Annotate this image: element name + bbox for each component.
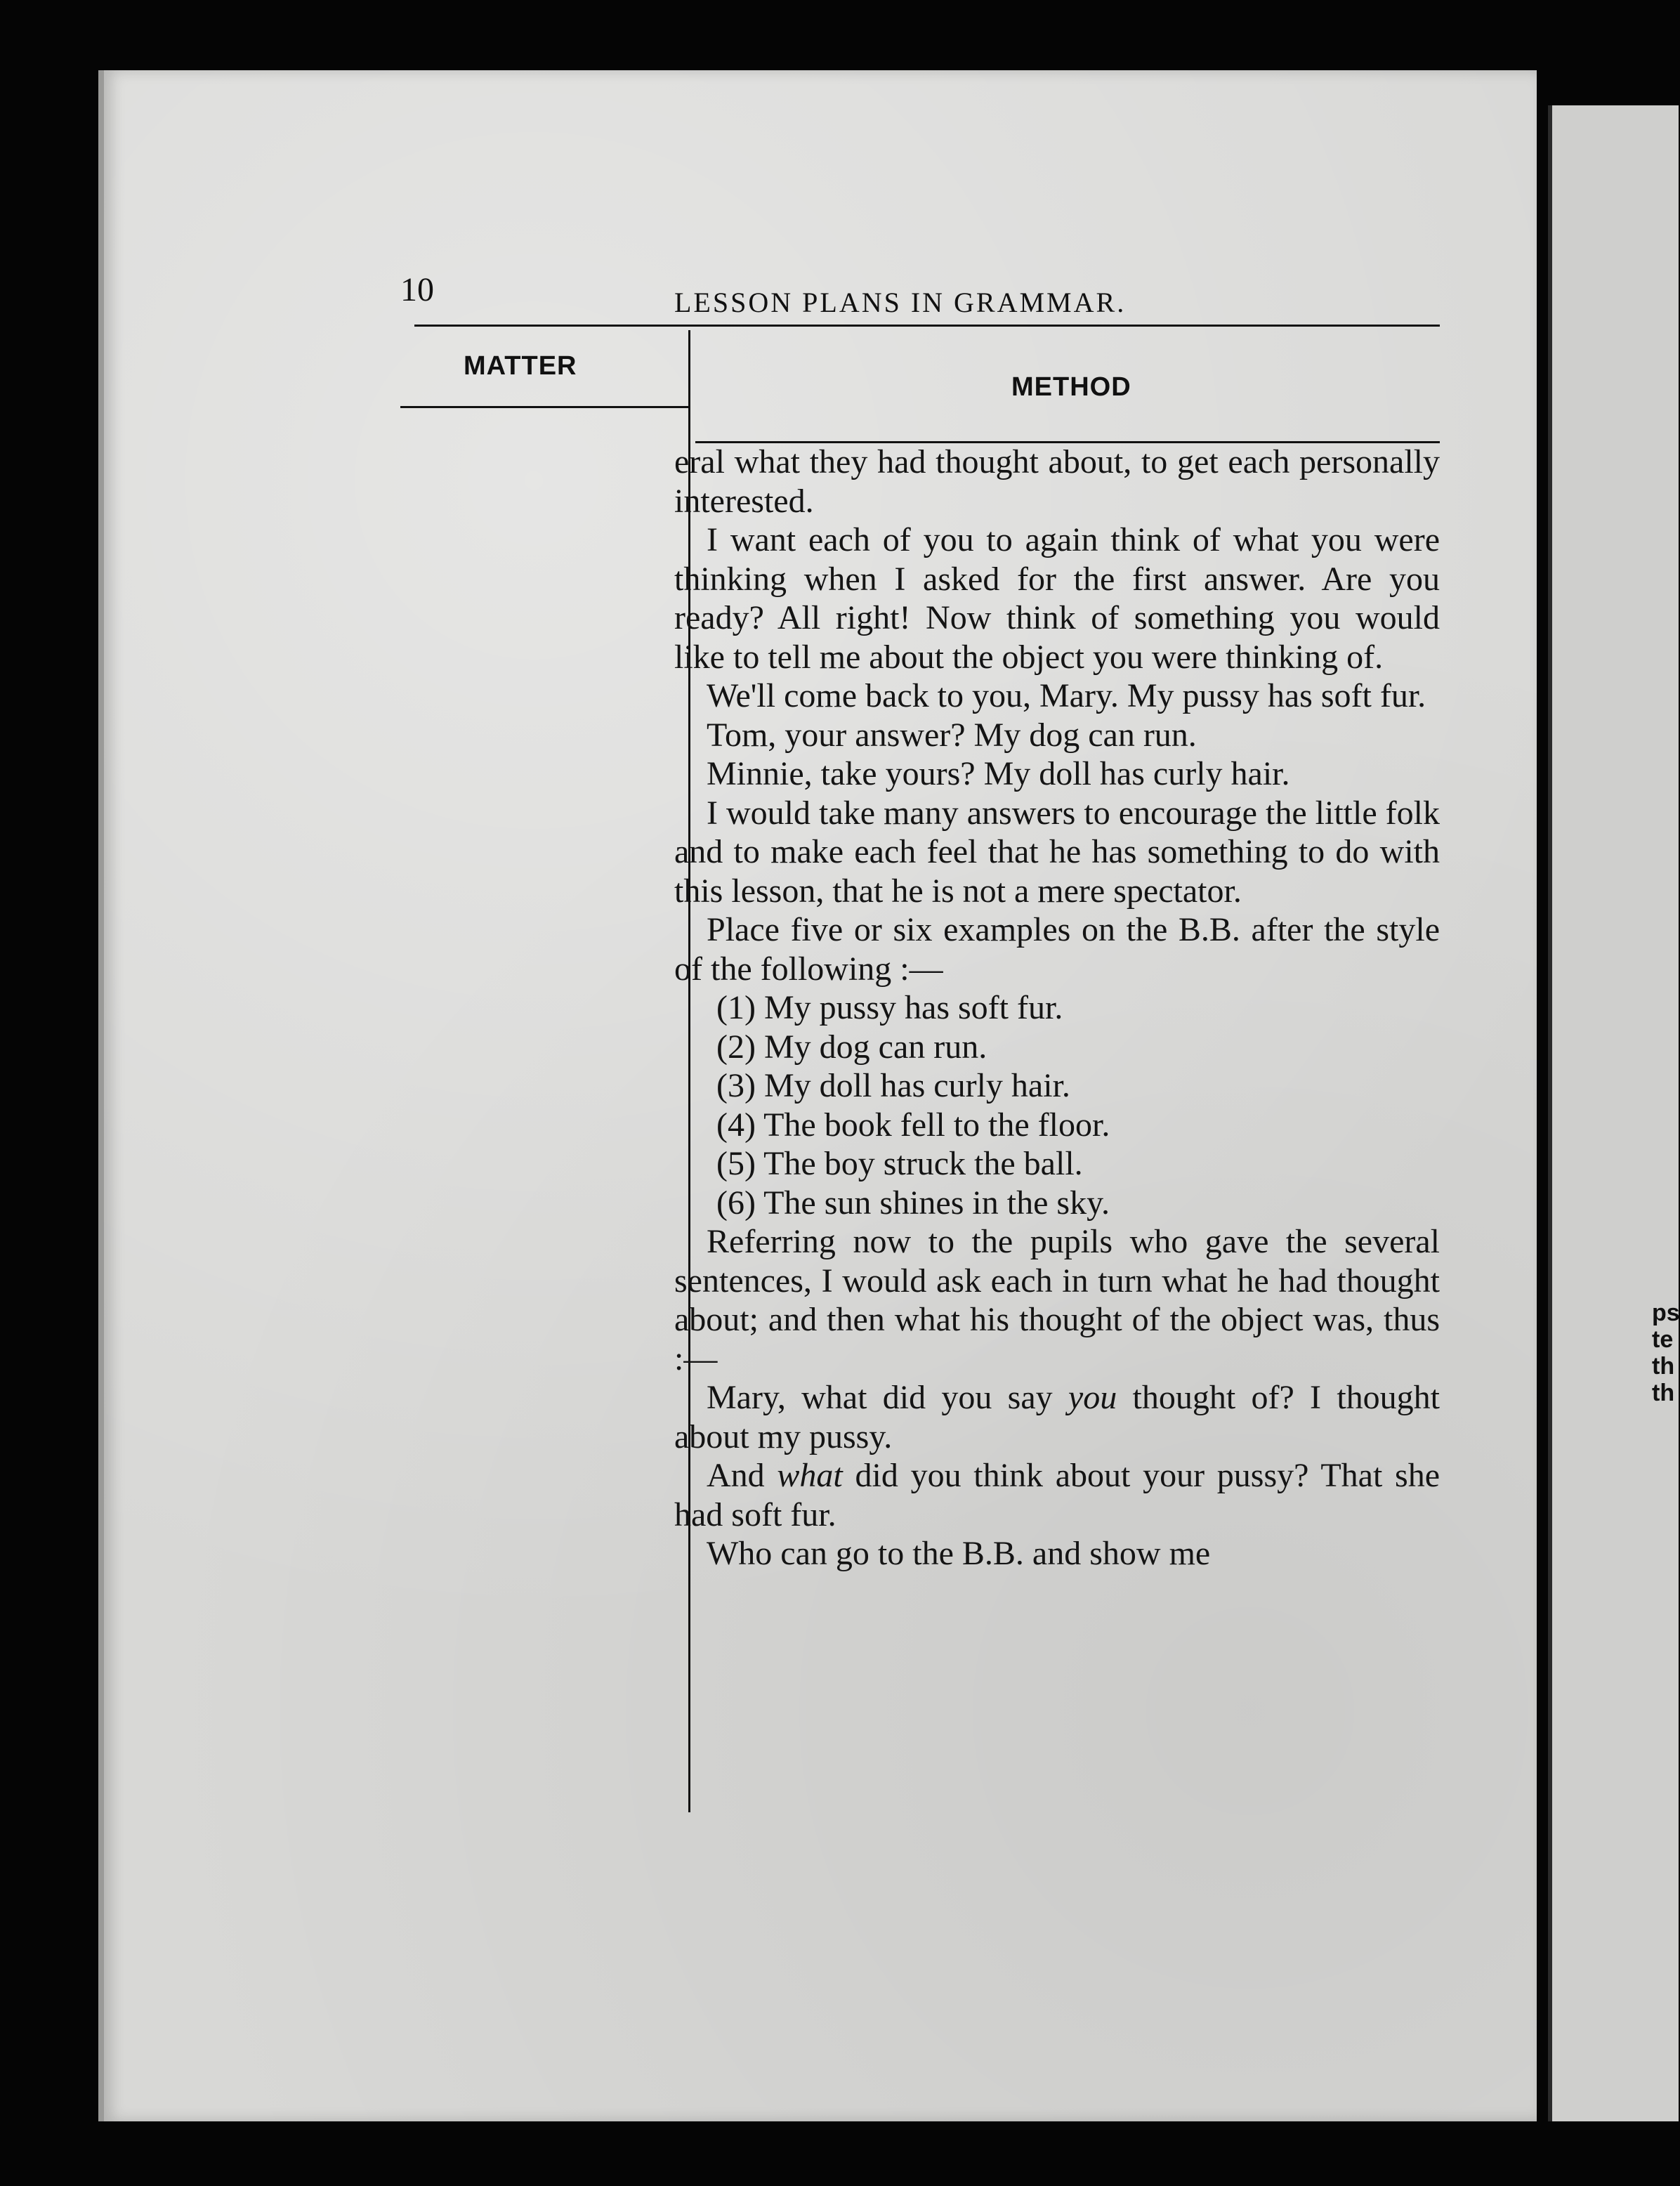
matter-column-heading: MATTER [464, 351, 577, 381]
example-sentence: (5) The boy struck the ball. [716, 1145, 1083, 1182]
method-paragraph: Referring now to the pupils who gave the several sentences, I would ask each in turn what he had thought about; and then what his thought of the object was, thus :— [674, 1223, 1440, 1377]
method-paragraph: We'll come back to you, Mary. My pussy has soft fur. [707, 677, 1426, 714]
example-sentence: (6) The sun shines in the sky. [716, 1184, 1110, 1222]
method-paragraph: Who can go to the B.B. and show me [707, 1535, 1211, 1572]
header-rule-top [414, 325, 1440, 327]
matter-heading-rule [400, 406, 688, 408]
example-sentence: (4) The book fell to the floor. [716, 1106, 1110, 1144]
example-sentence: (1) My pussy has soft fur. [716, 989, 1063, 1026]
facing-page-text [1652, 1300, 1680, 1406]
emphasis-text: what [777, 1457, 843, 1494]
text-run: Mary, what did you say [707, 1379, 1068, 1416]
method-column-text [674, 443, 1440, 1573]
text-run: did you think about your pussy? That she had soft fur. [674, 1457, 1441, 1533]
page-number: 10 [400, 271, 434, 308]
text-run: And [707, 1457, 777, 1494]
emphasis-text: you [1068, 1379, 1117, 1416]
example-sentence: (2) My dog can run. [716, 1028, 987, 1066]
page-header [400, 270, 1433, 327]
method-paragraph [674, 1456, 1440, 1534]
method-paragraph: I would take many answers to encourage the little folk and to make each feel that he has something to do with this lesson, that he is not a mere spectator. [674, 794, 1440, 910]
method-paragraph [674, 1378, 1440, 1456]
method-paragraph: I want each of you to again think of what you were thinking when I asked for the first answer. Are you ready? All right! Now think of something you would like to tell me about the object you were thinking of. [674, 521, 1440, 676]
method-paragraph: eral what they had thought about, to get each personally interested. [674, 443, 1440, 520]
method-paragraph: Place five or six examples on the B.B. after the style of the following :— [674, 911, 1440, 988]
facing-line: te [1652, 1326, 1674, 1353]
facing-line: ps [1652, 1300, 1680, 1326]
example-sentence: (3) My doll has curly hair. [716, 1067, 1070, 1104]
method-paragraph: Tom, your answer? My dog can run. [707, 716, 1197, 754]
method-column-heading: METHOD [1011, 372, 1131, 402]
method-paragraph: Minnie, take yours? My doll has curly hair. [707, 755, 1290, 792]
running-title: LESSON PLANS IN GRAMMAR. [674, 287, 1127, 318]
facing-page [1548, 105, 1679, 2121]
text-run: thought of? I thought about my pussy. [674, 1379, 1440, 1455]
facing-line: th [1652, 1380, 1675, 1406]
facing-line: th [1652, 1353, 1675, 1380]
